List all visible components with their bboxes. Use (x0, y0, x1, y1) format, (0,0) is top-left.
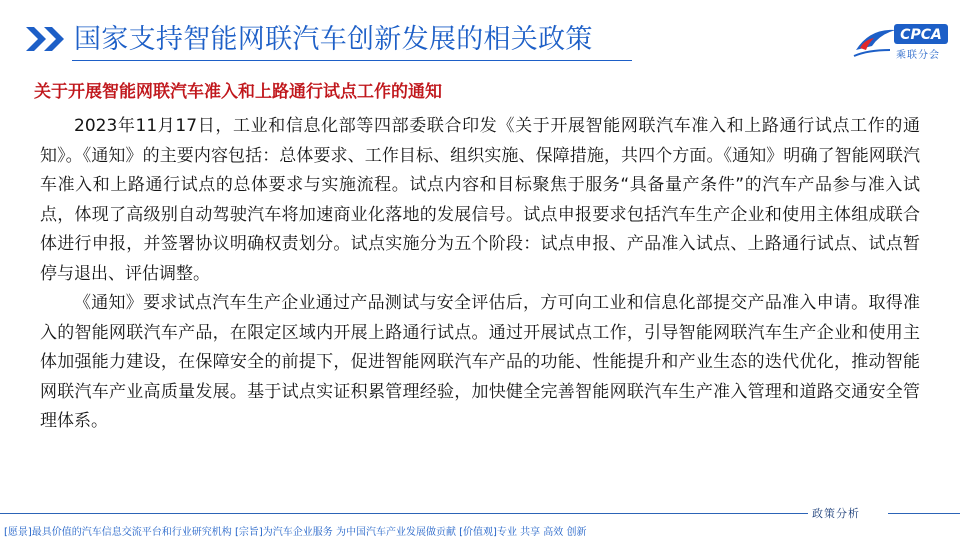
cpca-logo-chinese-name: 乘联分会 (896, 50, 940, 61)
footer-divider-right (888, 513, 960, 514)
footer-divider (0, 513, 808, 514)
footer-section-label: 政策分析 (812, 507, 860, 520)
body-text (40, 112, 920, 437)
title-underline (72, 60, 632, 61)
page-title: 国家支持智能网联汽车创新发展的相关政策 (74, 24, 593, 55)
paragraph-2: 《通知》要求试点汽车生产企业通过产品测试与安全评估后，方可向工业和信息化部提交产品准入申请。取得准入的智能网联汽车产品，在限定区域内开展上路通行试点。通过开展试点工作，引导智能网联汽车生产企业和使用主体加强能力建设，在保障安全的前提下，促进智能网联汽车产品的功能、性能提升和产业生态的迭代优化，推动智能网联汽车产业高质量发展。基于试点实证积累管理经验，加快健全完善智能网联汽车生产准入管理和道路交通安全管理体系。 (40, 293, 920, 431)
slide-header (0, 0, 960, 70)
double-chevron-right-icon (24, 24, 68, 54)
paragraph-1: 2023年11月17日，工业和信息化部等四部委联合印发《关于开展智能网联汽车准入和上路通行试点工作的通知》。《通知》的主要内容包括：总体要求、工作目标、组织实施、保障措施，共四个方面。《通知》明确了智能网联汽车准入和上路通行试点的总体要求与实施流程。试点内容和目标聚焦于服务“具备量产条件”的汽车产品参与准入试点，体现了高级别自动驾驶汽车将加速商业化落地的发展信号。试点申报要求包括汽车生产企业和使用主体组成联合体进行申报，并签署协议明确权责划分。试点实施分为五个阶段：试点申报、产品准入试点、上路通行试点、试点暂停与退出、评估调整。 (40, 116, 920, 284)
footer-mission-text: [愿景]最具价值的汽车信息交流平台和行业研究机构 [宗旨]为汽车企业服务 为中国汽车产业发展做贡献 [价值观]专业 共享 高效 创新 (4, 527, 587, 538)
svg-text:CPCA: CPCA (900, 27, 942, 43)
section-heading: 关于开展智能网联汽车准入和上路通行试点工作的通知 (34, 82, 442, 102)
